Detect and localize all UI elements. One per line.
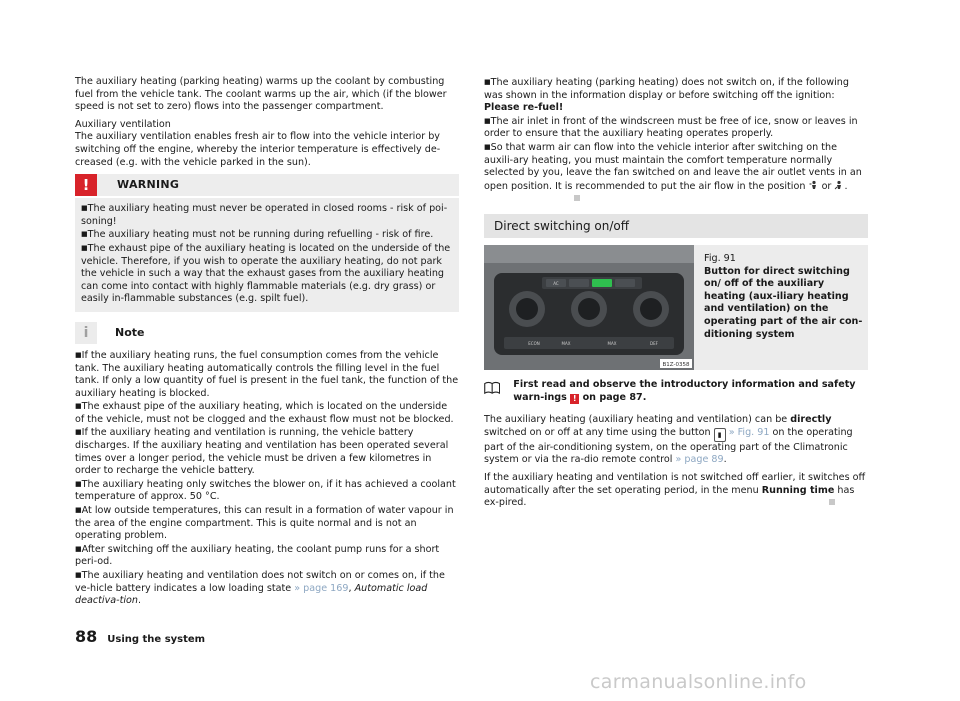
warning-item: ■ The exhaust pipe of the auxiliary heating is located on the underside of the vehicle. Therefore, if you wish to operate the auxiliary heating, do not park the vehicle in such a way that the exhaust gases from the auxiliary heating can come into contact with highly flammable materials (e.g. dry grass) or easily in-flammable substances (e.g. spilt fuel). (81, 242, 453, 306)
paragraph-running-time: If the auxiliary heating and ventilation is not switched off earlier, it switches off automatically after the set operating period, in the menu Running time has ex-pired. (484, 471, 866, 509)
figure-box (484, 245, 868, 370)
note-list (75, 349, 459, 608)
first-read-notice (484, 379, 868, 404)
figure-caption (704, 253, 864, 341)
figure-caption-text: Button for direct switching on/ off of the auxiliary heating (aux-iliary heating and ventilation) on the operating part of the air con-ditioning system (704, 265, 863, 340)
refuel-message: Please re-fuel! (484, 102, 564, 114)
note-item: ■ If the auxiliary heating and ventilation is running, the vehicle battery discharges. If the auxiliary heating and ventilation has been operated several times over a longer period, the vehicle must be driven a few kilometres in order to recharge the vehicle battery. (75, 426, 459, 477)
note-title: Note (115, 325, 145, 339)
panel-label: DEF (650, 340, 658, 346)
panel-label: ECON (528, 340, 540, 346)
figure-link[interactable]: » Fig. 91 (728, 426, 770, 438)
bullet-item: ■ The air inlet in front of the windscreen must be free of ice, snow or leaves in order to ensure that the auxiliary heating operates properly. (484, 115, 868, 141)
section-end-marker (829, 499, 835, 505)
first-read-text: First read and observe the introductory information and safety warn-ings (513, 378, 856, 403)
first-read-page: on page 87. (582, 391, 647, 403)
note-item: ■ If the auxiliary heating runs, the fuel consumption comes from the vehicle tank. The auxiliary heating automatically controls the filling level in the fuel tank. If only a low quantity of fuel is present in the fuel tank, the function of the auxiliary heating is blocked. (75, 349, 459, 400)
italic-reference: Automatic load deactiva-tion (75, 582, 428, 607)
section-header: Direct switching on/off (484, 214, 868, 238)
panel-label: MAX (561, 340, 571, 346)
ventilation-heading: Auxiliary ventilation (75, 118, 171, 130)
note-item: ■ The auxiliary heating only switches the blower on, if it has achieved a coolant temperature of approx. 50 °C. (75, 478, 459, 504)
note-item: ■ After switching off the auxiliary heating, the coolant pump runs for a short peri-od. (75, 543, 459, 569)
figure-label: Fig. 91 (704, 252, 736, 264)
section-end-marker (574, 195, 580, 201)
warning-item: ■ The auxiliary heating must not be running during refuelling - risk of fire. (81, 228, 453, 242)
bullet-item: ■ So that warm air can flow into the vehicle interior after switching on the auxili-ary heating, you must maintain the comfort temperature normally selected by you, leave the fan switched on and leave the air outlet vents in an open position. It is recommended to put the air flow in the position or . (484, 141, 868, 206)
figure-code: B1Z-0358 (662, 361, 690, 368)
air-flow-body-icon (809, 180, 819, 190)
warning-header (75, 174, 459, 196)
note-header (75, 322, 459, 344)
page-link[interactable]: » page 89 (675, 454, 724, 466)
footer-section: Using the system (107, 634, 206, 645)
climate-panel-image (484, 245, 694, 370)
left-column (75, 76, 459, 608)
note-item: ■ The auxiliary heating and ventilation does not switch on or comes on, if the ve-hicle battery indicates a low loading state » page 169, Automatic load deactiva-tion. (75, 569, 459, 608)
warning-title: WARNING (117, 177, 180, 191)
warning-box (75, 198, 459, 312)
right-column (484, 76, 868, 515)
warning-small-icon: ! (570, 394, 579, 404)
panel-label: MAX (607, 340, 617, 346)
warning-item: ■ The auxiliary heating must never be operated in closed rooms - risk of poi-soning! (81, 202, 453, 228)
note-item: ■ At low outside temperatures, this can result in a formation of water vapour in the area of the engine compartment. This is quite normal and is not an operating problem. (75, 504, 459, 543)
page-link[interactable]: » page 169 (294, 582, 349, 594)
page-footer (75, 627, 205, 646)
note-item: ■ The exhaust pipe of the auxiliary heating, which is located on the underside of the vehicle, must not be clogged and the exhaust flow must not be blocked. (75, 400, 459, 426)
paragraph-direct: The auxiliary heating (auxiliary heating and ventilation) can be directly switched on or off at any time using the button ▮ » Fig. 91 on the operating part of the air-conditioning system, on the operating part of the Climatronic system or via the ra-dio remote control » page 89. (484, 414, 853, 466)
book-icon (484, 379, 500, 397)
info-icon: i (75, 322, 97, 344)
warning-icon: ! (75, 174, 97, 196)
page-number: 88 (75, 627, 98, 646)
panel-label: AC (553, 280, 559, 286)
ventilation-paragraph: The auxiliary ventilation enables fresh air to flow into the vehicle interior by switching off the engine, whereby the interior temperature is effectively de-creased (e.g. with the vehicle parked in the sun). (75, 131, 441, 168)
auxiliary-heating-button-icon: ▮ (714, 428, 726, 442)
bullet-item: ■ The auxiliary heating (parking heating) does not switch on, if the following was shown in the information display or before switching off the ignition: Please re-fuel! (484, 76, 868, 115)
air-flow-feet-icon (834, 180, 844, 190)
watermark: carmanualsonline.info (590, 671, 807, 693)
intro-paragraph: The auxiliary heating (parking heating) warms up the coolant by combusting fuel from the vehicle tank. The coolant warms up the air, which (if the blower speed is not set to zero) flows into the passenger compartment. (75, 76, 447, 113)
